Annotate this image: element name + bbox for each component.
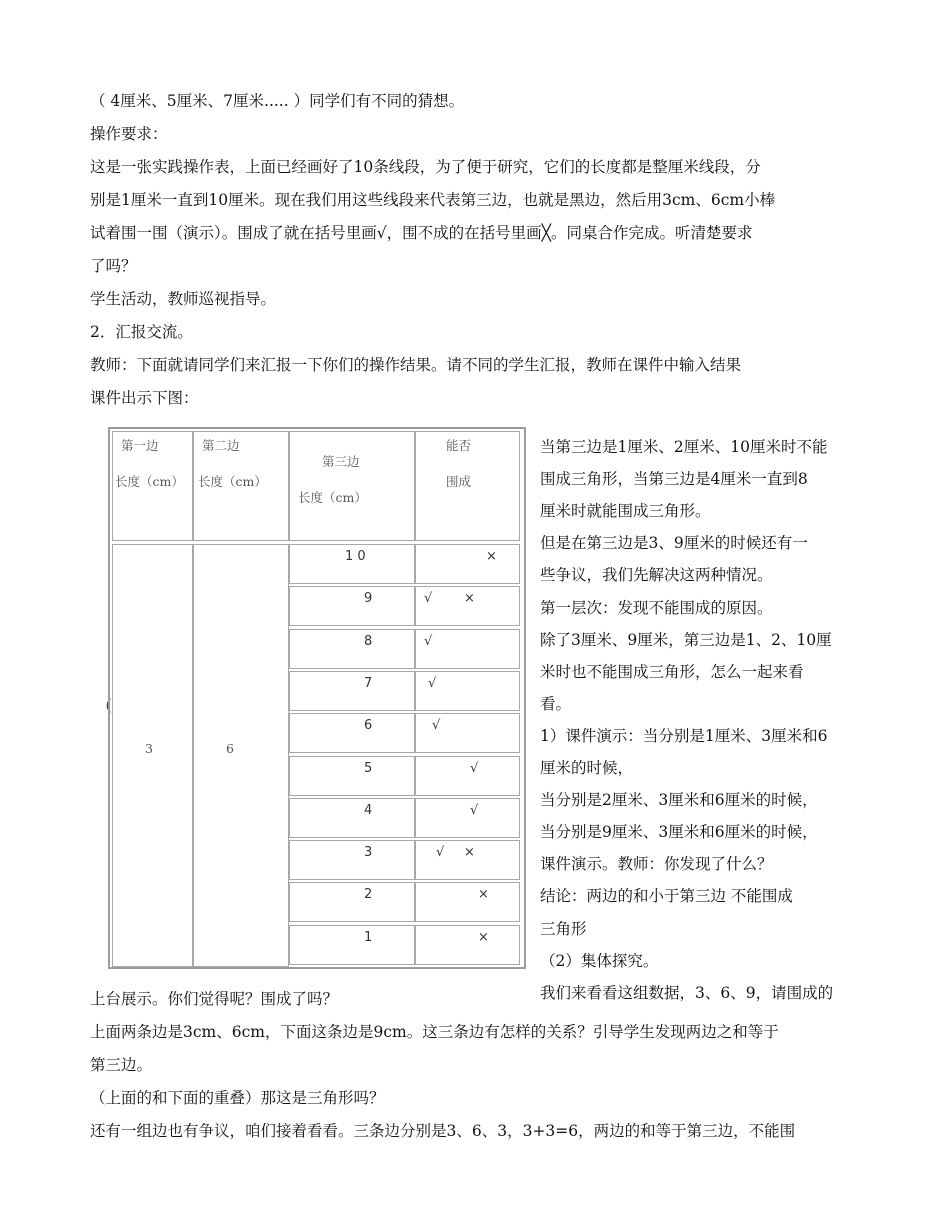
header-side1 <box>112 431 193 541</box>
paragraph-line: 除了3厘米、9厘米，第三边是1、2、10厘 <box>540 630 832 649</box>
third-side-value: 6 <box>364 718 373 734</box>
check-mark: √ <box>424 591 433 607</box>
header-side3-title: 第三边 <box>322 454 360 469</box>
paragraph-line: 结论：两边的和小于第三边 不能围成 <box>540 887 793 906</box>
paragraph-line: （ 4厘米、5厘米、7厘米..... ）同学们有不同的猜想。 <box>90 92 465 110</box>
paragraph-line: 当分别是2厘米、3厘米和6厘米的时候， <box>540 791 818 810</box>
cross-mark: × <box>478 887 489 903</box>
third-side-value: 1 <box>364 929 373 945</box>
check-mark: √ <box>470 760 479 776</box>
cross-mark: × <box>464 845 475 861</box>
paragraph-line: 厘米时就能围成三角形。 <box>540 502 711 521</box>
cross-mark: × <box>478 929 489 945</box>
can-form-cell <box>415 840 520 880</box>
third-side-value: 4 <box>364 802 373 818</box>
paragraph-line: 但是在第三边是3、9厘米的时候还有一 <box>540 534 808 553</box>
paragraph-line: 课件演示。教师：你发现了什么？ <box>540 855 773 874</box>
paragraph-line: 操作要求： <box>90 125 168 143</box>
paragraph-line: 课件出示下图： <box>90 389 199 407</box>
check-mark: √ <box>470 802 479 818</box>
paragraph-line: 教师：下面就请同学们来汇报一下你们的操作结果。请不同的学生汇报，教师在课件中输入结果 <box>90 356 742 374</box>
can-form-cell <box>415 925 520 965</box>
paragraph-line: 上台展示。你们觉得呢？围成了吗？ <box>90 990 339 1008</box>
header-side2-title: 第二边 <box>202 438 240 453</box>
header-side2-unit: 长度（cm） <box>198 474 267 489</box>
can-form-cell <box>415 586 520 626</box>
third-side-cell <box>289 713 415 753</box>
paragraph-line: 试着围一围（演示）。围成了就在括号里画√，围不成的在括号里画╳。同桌合作完成。听清楚要求 <box>90 224 753 242</box>
left-parenthesis: （ <box>97 697 113 715</box>
paragraph-line: 上面两条边是3cm、6cm，下面这条边是9cm。这三条边有怎样的关系？引导学生发现两边之和等于 <box>90 1023 779 1041</box>
paragraph-line: 厘米的时候， <box>540 759 634 777</box>
can-form-cell <box>415 798 520 838</box>
check-mark: √ <box>432 718 441 734</box>
third-side-value: 2 <box>364 887 373 903</box>
third-side-cell <box>289 756 415 796</box>
side2-value: 6 <box>226 741 234 756</box>
paragraph-line: 三角形 <box>540 919 587 938</box>
check-mark: √ <box>424 633 433 649</box>
paragraph-line: 当第三边是1厘米、2厘米、10厘米时不能 <box>540 438 828 456</box>
paragraph-line: 这是一张实践操作表，上面已经画好了10条线段，为了便于研究，它们的长度都是整厘米线段，分 <box>90 158 761 176</box>
can-form-cell <box>415 756 520 796</box>
header-side3-unit: 长度（cm） <box>298 490 367 505</box>
third-side-value: 3 <box>364 845 373 861</box>
paragraph-line: 1）课件演示：当分别是1厘米、3厘米和6 <box>540 726 828 745</box>
third-side-value: 7 <box>364 675 373 691</box>
third-side-cell <box>289 629 415 669</box>
third-side-value: 1 0 <box>345 549 366 564</box>
third-side-cell <box>289 840 415 880</box>
third-side-cell <box>289 798 415 838</box>
can-form-cell <box>415 671 520 711</box>
can-form-cell <box>415 882 520 922</box>
header-side1-title: 第一边 <box>121 438 159 453</box>
header-can-title: 能否 <box>446 438 472 453</box>
paragraph-line: （2）集体探究。 <box>540 951 659 970</box>
third-side-value: 8 <box>364 633 373 649</box>
side1-value: 3 <box>145 741 153 756</box>
paragraph-line: 我们来看看这组数据，3、6、9，请围成的 <box>540 983 834 1002</box>
can-form-cell <box>415 544 520 584</box>
third-side-value: 5 <box>364 760 373 776</box>
paragraph-line: 别是1厘米一直到10厘米。现在我们用这些线段来代表第三边，也就是黑边，然后用3cm、6cm小棒 <box>90 191 776 209</box>
result-table <box>108 427 526 969</box>
third-side-cell <box>289 586 415 626</box>
paragraph-line: 围成三角形，当第三边是4厘米一直到8 <box>540 470 808 489</box>
paragraph-line: 米时也不能围成三角形，怎么一起来看 <box>540 662 804 681</box>
paragraph-line: 了吗？ <box>90 257 137 275</box>
third-side-cell <box>289 882 415 922</box>
check-mark: √ <box>428 675 437 691</box>
header-can-title2: 围成 <box>446 474 472 489</box>
cross-mark: × <box>464 591 475 607</box>
check-mark: √ <box>436 845 445 861</box>
header-side2 <box>193 431 289 541</box>
header-side3 <box>289 431 415 541</box>
paragraph-line: 第三边。 <box>90 1056 153 1074</box>
side2-cell <box>193 544 289 967</box>
paragraph-line: 学生活动，教师巡视指导。 <box>90 290 277 308</box>
paragraph-line: 看。 <box>540 694 572 713</box>
paragraph-line: 第一层次：发现不能围成的原因。 <box>540 598 773 617</box>
header-can-form <box>415 431 520 541</box>
paragraph-line: （上面的和下面的重叠）那这是三角形吗？ <box>90 1089 385 1107</box>
can-form-cell <box>415 713 520 753</box>
paragraph-line: 2．汇报交流。 <box>90 323 193 341</box>
paragraph-line: 还有一组边也有争议，咱们接着看看。三条边分别是3、6、3，3+3=6，两边的和等于第三边，不能围 <box>90 1122 796 1140</box>
header-side1-unit: 长度（cm） <box>115 474 184 489</box>
paragraph-line: 些争议，我们先解决这两种情况。 <box>540 566 773 585</box>
third-side-cell <box>289 671 415 711</box>
third-side-cell <box>289 925 415 965</box>
can-form-cell <box>415 629 520 669</box>
third-side-cell <box>289 544 415 584</box>
third-side-value: 9 <box>364 591 373 607</box>
cross-mark: × <box>486 549 497 564</box>
paragraph-line: 当分别是9厘米、3厘米和6厘米的时候， <box>540 823 818 842</box>
side1-cell <box>112 544 193 967</box>
